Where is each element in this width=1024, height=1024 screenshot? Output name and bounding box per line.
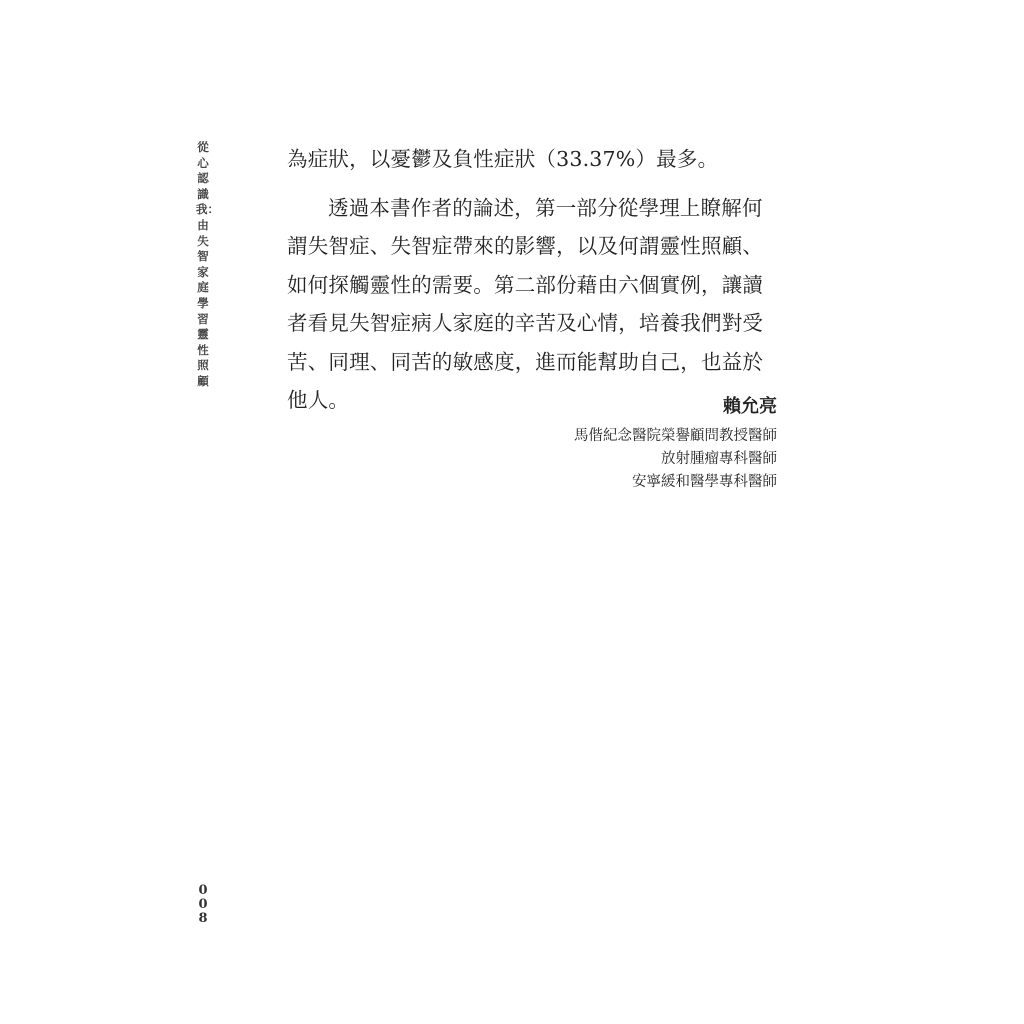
author-titles [574,425,777,494]
author-title: 馬偕紀念醫院榮譽顧問教授醫師 [574,428,777,444]
author-name: 賴允亮 [723,396,777,417]
page-number: 008 [198,883,208,926]
paragraph: 透過本書作者的論述，第一部分從學理上瞭解何謂失智症、失智症帶來的影響，以及何謂靈性照顧、如何探觸靈性的需要。第二部份藉由六個實例，讓讀者看見失智症病人家庭的辛苦及心情，培養我們對受苦、同理、同苦的敏感度，進而能幫助自己，也益於他人。 [287,195,764,412]
running-title: 從心認識我：由失智家庭學習靈性照顧 [196,140,219,388]
author-title: 安寧緩和醫學專科醫師 [632,474,777,490]
signature-block [574,393,777,494]
body-text [287,140,777,420]
paragraph: 為症狀，以憂鬱及負性症狀（33.37%）最多。 [287,147,719,171]
author-title: 放射腫瘤專科醫師 [661,451,777,467]
